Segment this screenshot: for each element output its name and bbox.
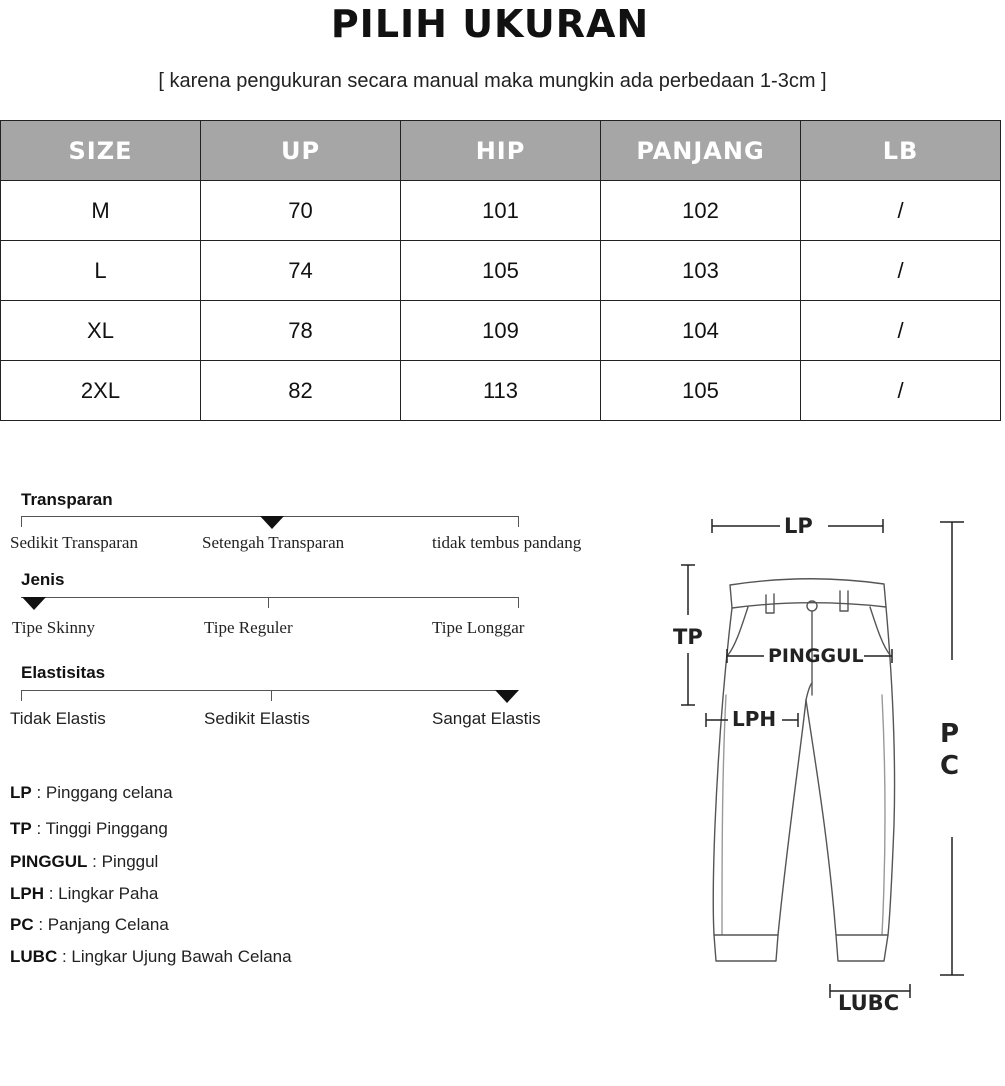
label-lph: LPH — [732, 707, 777, 731]
cell-up: 78 — [201, 301, 401, 361]
cell-panjang: 102 — [601, 181, 801, 241]
scale-tick — [271, 690, 272, 701]
jenis-label-low: Tipe Skinny — [12, 618, 95, 637]
scale-tick — [21, 516, 22, 527]
legend-desc: : Lingkar Paha — [44, 884, 159, 903]
label-tp: TP — [673, 625, 703, 649]
cell-hip: 105 — [401, 241, 601, 301]
legend-desc: : Pinggul — [87, 852, 159, 871]
page-title: PILIH UKURAN — [330, 2, 650, 46]
scale-tick — [21, 690, 22, 701]
cell-lb: / — [801, 301, 1001, 361]
legend-item — [10, 947, 292, 967]
cell-hip: 109 — [401, 301, 601, 361]
legend-desc: : Pinggang celana — [31, 783, 173, 802]
scale-tick — [518, 516, 519, 527]
legend-desc: : Lingkar Ujung Bawah Celana — [57, 947, 292, 966]
legend-desc: : Tinggi Pinggang — [31, 819, 168, 838]
header-up: UP — [201, 121, 401, 181]
cell-hip: 101 — [401, 181, 601, 241]
cell-up: 70 — [201, 181, 401, 241]
label-lp: LP — [784, 514, 813, 538]
cell-size: XL — [1, 301, 201, 361]
transparan-marker-icon — [260, 516, 284, 529]
legend-abbr: PINGGUL — [10, 852, 88, 871]
header-lb: LB — [801, 121, 1001, 181]
jenis-scale-line — [21, 597, 518, 598]
legend-item — [10, 783, 173, 803]
cell-size: 2XL — [1, 361, 201, 421]
cell-hip: 113 — [401, 361, 601, 421]
label-pinggul: PINGGUL — [768, 645, 864, 667]
header-panjang: PANJANG — [601, 121, 801, 181]
legend-abbr: TP — [10, 819, 32, 838]
cell-panjang: 105 — [601, 361, 801, 421]
size-table — [0, 120, 1001, 421]
cell-up: 82 — [201, 361, 401, 421]
cell-lb: / — [801, 241, 1001, 301]
transparan-title: Transparan — [21, 490, 113, 509]
elastisitas-scale-line — [21, 690, 518, 691]
jenis-label-high: Tipe Longgar — [432, 618, 525, 637]
transparan-label-mid: Setengah Transparan — [202, 533, 345, 552]
cell-size: L — [1, 241, 201, 301]
legend-abbr: LPH — [10, 884, 44, 903]
legend-item — [10, 852, 158, 872]
table-row — [1, 301, 1001, 361]
table-row — [1, 241, 1001, 301]
scale-tick — [518, 597, 519, 608]
scale-tick — [268, 597, 269, 608]
jenis-title: Jenis — [21, 570, 65, 589]
label-pc-p: P — [940, 719, 960, 749]
header-hip: HIP — [401, 121, 601, 181]
table-row — [1, 361, 1001, 421]
elastisitas-marker-icon — [495, 690, 519, 703]
legend-desc: : Panjang Celana — [33, 915, 169, 934]
elastisitas-label-mid: Sedikit Elastis — [204, 709, 310, 728]
table-row — [1, 181, 1001, 241]
cell-lb: / — [801, 361, 1001, 421]
label-lubc: LUBC — [838, 991, 900, 1015]
cell-panjang: 104 — [601, 301, 801, 361]
legend-item — [10, 915, 169, 935]
transparan-label-low: Sedikit Transparan — [10, 533, 138, 552]
elastisitas-title: Elastisitas — [21, 663, 106, 682]
cell-panjang: 103 — [601, 241, 801, 301]
cell-size: M — [1, 181, 201, 241]
label-pc-c: C — [940, 751, 960, 781]
table-header-row — [1, 121, 1001, 181]
trousers-diagram — [630, 495, 1005, 1025]
legend-item — [10, 884, 158, 904]
jenis-label-mid: Tipe Reguler — [204, 618, 293, 637]
legend-abbr: LP — [10, 783, 32, 802]
cell-up: 74 — [201, 241, 401, 301]
elastisitas-label-high: Sangat Elastis — [432, 709, 541, 728]
legend-item — [10, 819, 168, 839]
jenis-marker-icon — [22, 597, 46, 610]
header-size: SIZE — [1, 121, 201, 181]
legend-abbr: PC — [10, 915, 34, 934]
cell-lb: / — [801, 181, 1001, 241]
measurement-note: [ karena pengukuran secara manual maka mungkin ada perbedaan 1-3cm ] — [158, 70, 827, 92]
legend-abbr: LUBC — [10, 947, 58, 966]
elastisitas-label-low: Tidak Elastis — [10, 709, 106, 728]
transparan-label-high: tidak tembus pandang — [432, 533, 582, 552]
